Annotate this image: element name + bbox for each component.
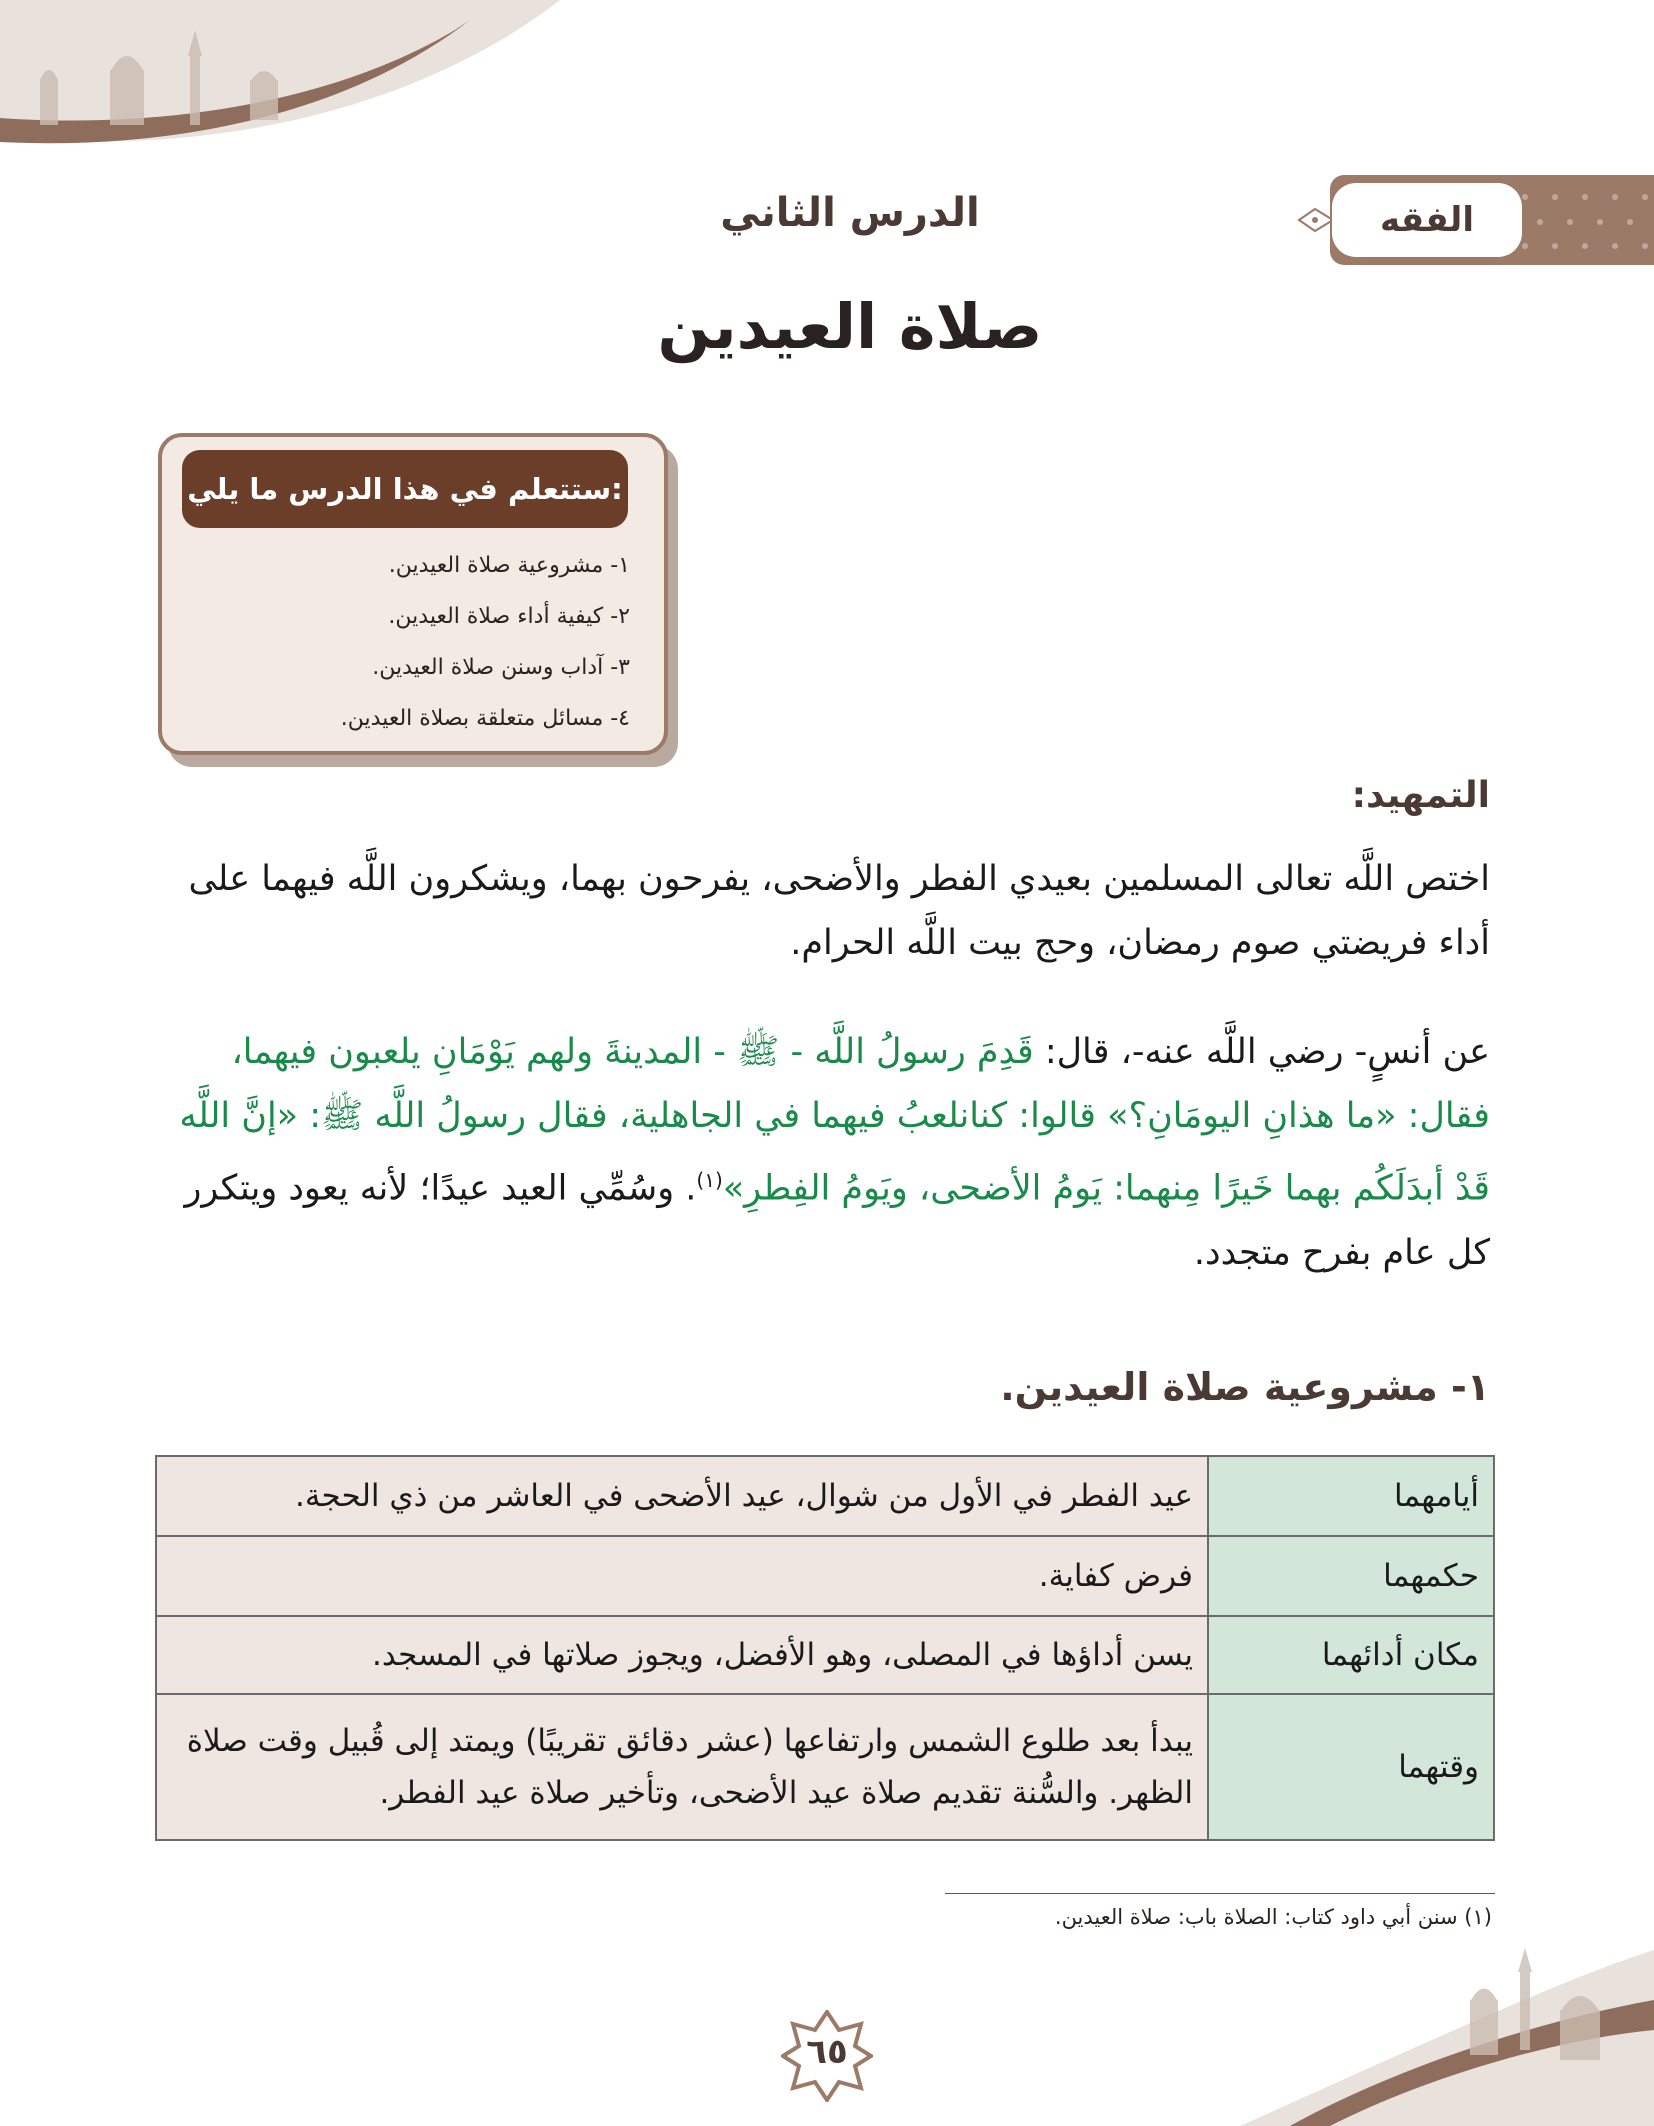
- intro-paragraph: اختص اللَّه تعالى المسلمين بعيدي الفطر والأضحى، يفرحون بهما، ويشكرون اللَّه فيهما على أداء فريضتي صوم رمضان، وحج بيت اللَّه الحرام.: [188, 859, 1490, 963]
- row-key: حكمهما: [1208, 1536, 1494, 1616]
- objective-item: ٢- كيفية أداء صلاة العيدين.: [388, 604, 630, 629]
- rulings-table: [155, 1455, 1495, 1841]
- hadith-paragraph: [155, 1020, 1490, 1285]
- page-number: ٦٥: [806, 2032, 848, 2072]
- table-row: [156, 1536, 1494, 1616]
- row-key: مكان أدائهما: [1208, 1616, 1494, 1694]
- footnote: (١) سنن أبي داود كتاب: الصلاة باب: صلاة العيدين.: [1054, 1905, 1492, 1929]
- footnote-divider: [945, 1893, 1495, 1894]
- hadith-text: قَدِمَ رسولُ اللَّه - ﷺ - المدينةَ ولهم يَوْمَانِ يلعبون فيهما، فقال: «ما هذانِ اليومَانِ؟» قالوا: كنانلعبُ فيهما في الجاهلية، فقال رسولُ اللَّه ﷺ: «إنَّ اللَّه قَدْ أبدَلَكُم بهما خَيرًا مِنهما: يَومُ الأضحى، ويَومُ الفِطرِ»: [179, 1032, 1490, 1209]
- table-row: [156, 1456, 1494, 1536]
- subject-badge: [1332, 183, 1522, 257]
- objective-item: ٤- مسائل متعلقة بصلاة العيدين.: [340, 706, 630, 731]
- subject-label: الفقه: [1380, 200, 1474, 240]
- row-value: يسن أداؤها في المصلى، وهو الأفضل، ويجوز صلاتها في المسجد.: [156, 1616, 1208, 1694]
- objectives-list: [200, 540, 630, 744]
- row-key: وقتهما: [1208, 1694, 1494, 1840]
- row-value: يبدأ بعد طلوع الشمس وارتفاعها (عشر دقائق تقريبًا) ويمتد إلى قُبيل وقت صلاة الظهر. والسُّنة تقديم صلاة عيد الأضحى، وتأخير صلاة عيد الفطر.: [156, 1694, 1208, 1840]
- table-row: [156, 1694, 1494, 1840]
- objectives-header-label: ستتعلم في هذا الدرس ما يلي:: [187, 472, 623, 506]
- intro-heading: التمهيد:: [1351, 775, 1490, 816]
- table-row: [156, 1616, 1494, 1694]
- objective-item: ١- مشروعية صلاة العيدين.: [388, 553, 630, 578]
- subject-arrow-ornament: [1295, 205, 1335, 235]
- row-key: أيامهما: [1208, 1456, 1494, 1536]
- top-corner-ornament: [0, 0, 560, 150]
- narration-prefix: عن أنسٍ- رضي اللَّه عنه-، قال:: [1033, 1032, 1490, 1072]
- footnote-ref[interactable]: (١): [696, 1168, 723, 1192]
- row-value: فرض كفاية.: [156, 1536, 1208, 1616]
- lesson-title: صلاة العيدين: [657, 290, 1043, 363]
- objective-item: ٣- آداب وسنن صلاة العيدين.: [372, 655, 630, 680]
- row-value: عيد الفطر في الأول من شوال، عيد الأضحى في العاشر من ذي الحجة.: [156, 1456, 1208, 1536]
- bottom-corner-ornament: [1090, 1940, 1654, 2126]
- objectives-header: [182, 450, 628, 528]
- conclusion-text: . وسُمِّي العيد عيدًا؛ لأنه يعود ويتكرر كل عام بفرح متجدد.: [184, 1168, 1490, 1273]
- lesson-number: الدرس الثاني: [720, 190, 980, 236]
- section-heading: ١- مشروعية صلاة العيدين.: [1000, 1365, 1490, 1409]
